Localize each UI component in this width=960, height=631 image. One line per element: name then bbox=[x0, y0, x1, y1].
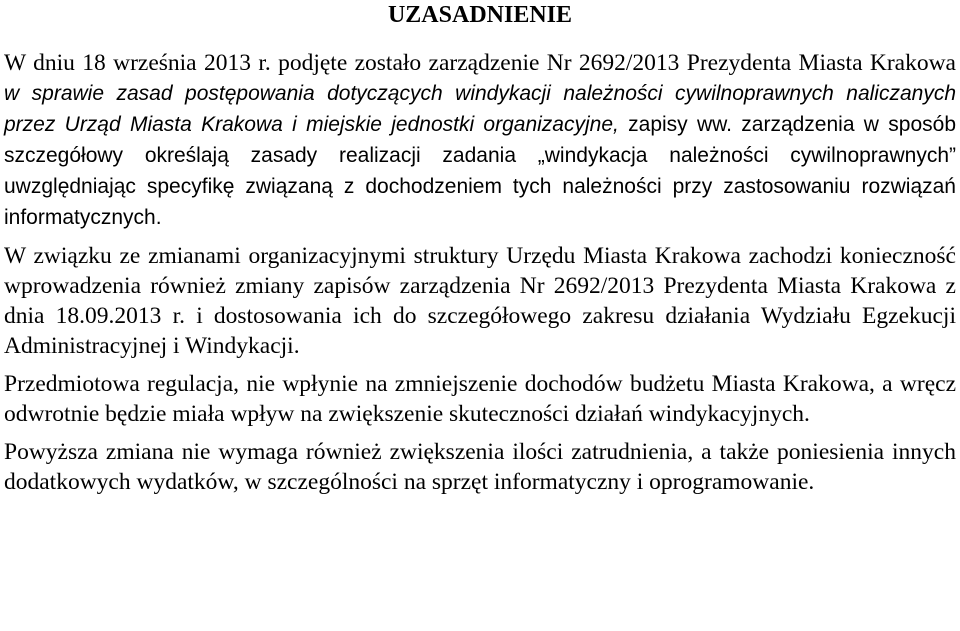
paragraph-1-regulation-title: w sprawie zasad postępowania dotyczących windykacji należności cywilnoprawnych naliczanych przez Urząd Miasta Krakowa i miejskie jednostki organizacyjne, bbox=[4, 82, 956, 136]
document-page bbox=[4, 0, 956, 505]
paragraph-3: Przedmiotowa regulacja, nie wpłynie na zmniejszenie dochodów budżetu Miasta Krakowa, a wręcz odwrotnie będzie miała wpływ na zwiększenie skuteczności działań windykacyjnych. bbox=[4, 371, 956, 427]
paragraph-1 bbox=[4, 48, 956, 233]
paragraph-2: W związku ze zmianami organizacyjnymi struktury Urzędu Miasta Krakowa zachodzi konieczność wprowadzenia również zmiany zapisów zarządzenia Nr 2692/2013 Prezydenta Miasta Krakowa z dnia 18.09.2013 r. i dostosowania ich do szczegółowego zakresu działania Wydziału Egzekucji Administracyjnej i Windykacji. bbox=[4, 243, 956, 359]
paragraph-1-details: zapisy ww. zarządzenia w sposób szczegółowy określają zasady realizacji zadania „windykacja należności cywilnoprawnych” uwzględniając specyfikę związaną z dochodzeniem tych należności przy zastosowaniu rozwiązań informatycznych. bbox=[4, 113, 956, 229]
document-title: UZASADNIENIE bbox=[387, 2, 573, 28]
paragraph-4: Powyższa zmiana nie wymaga również zwiększenia ilości zatrudnienia, a także poniesienia innych dodatkowych wydatków, w szczególności na sprzęt informatyczny i oprogramowanie. bbox=[4, 439, 956, 495]
paragraph-1-intro: W dniu 18 września 2013 r. podjęte zostało zarządzenie Nr 2692/2013 Prezydenta Miasta Krakowa bbox=[4, 50, 956, 76]
